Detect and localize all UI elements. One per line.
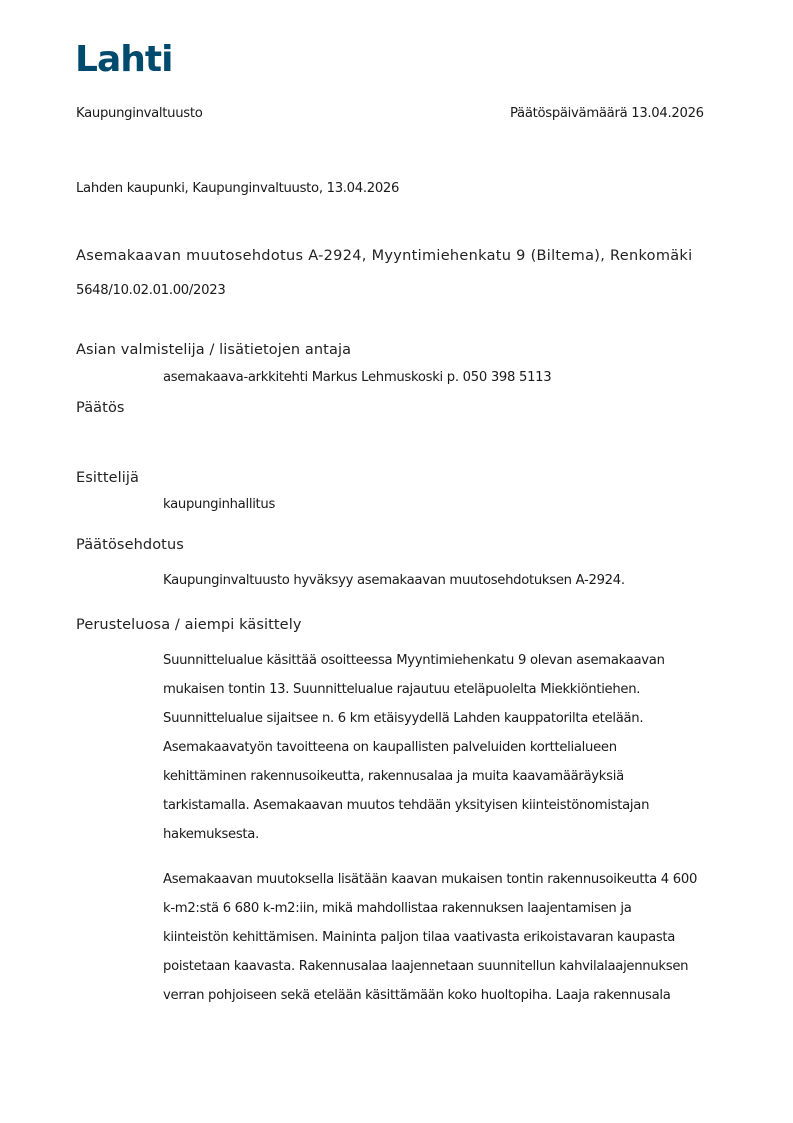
paragraph-line: Suunnittelualue sijaitsee n. 6 km etäisyydellä Lahden kauppatorilta etelään. [163, 711, 644, 726]
paragraph-line: hakemuksesta. [163, 827, 259, 842]
paragraph-line: verran pohjoiseen sekä etelään käsittämään koko huoltopiha. Laaja rakennusala [163, 988, 671, 1003]
diary-number: 5648/10.02.01.00/2023 [76, 283, 226, 298]
proposal-text: Kaupunginvaltuusto hyväksyy asemakaavan muutosehdotuksen A-2924. [163, 573, 625, 588]
presenter-text: kaupunginhallitus [163, 497, 276, 512]
preparer-text: asemakaava-arkkitehti Markus Lehmuskoski p. 050 398 5113 [163, 370, 552, 385]
paragraph-line: Asemakaavan muutoksella lisätään kaavan mukaisen tontin rakennusoikeutta 4 600 [163, 872, 698, 887]
decision-date: Päätöspäivämäärä 13.04.2026 [510, 106, 704, 121]
paragraph-line: Asemakaavatyön tavoitteena on kaupallisten palveluiden korttelialueen [163, 740, 617, 755]
paragraph-line: poistetaan kaavasta. Rakennusalaa laajennetaan suunnitellun kahvilalaajennuksen [163, 959, 689, 974]
body-name: Kaupunginvaltuusto [76, 106, 203, 121]
paragraph-line: kehittäminen rakennusoikeutta, rakennusalaa ja muita kaavamääräyksiä [163, 769, 624, 784]
meeting-line: Lahden kaupunki, Kaupunginvaltuusto, 13.04.2026 [76, 181, 400, 196]
decision-heading: Päätös [76, 400, 125, 416]
lahti-logo: Lahti [75, 39, 173, 80]
paragraph-line: Suunnittelualue käsittää osoitteessa Myyntimiehenkatu 9 olevan asemakaavan [163, 653, 665, 668]
document-title: Asemakaavan muutosehdotus A-2924, Myyntimiehenkatu 9 (Biltema), Renkomäki [76, 248, 693, 264]
paragraph-line: k-m2:stä 6 680 k-m2:iin, mikä mahdollistaa rakennuksen laajentamisen ja [163, 901, 632, 916]
rationale-paragraph-1 [163, 646, 723, 849]
proposal-heading: Päätösehdotus [76, 537, 184, 553]
paragraph-line: tarkistamalla. Asemakaavan muutos tehdään yksityisen kiinteistönomistajan [163, 798, 650, 813]
rationale-heading: Perusteluosa / aiempi käsittely [76, 617, 302, 633]
presenter-heading: Esittelijä [76, 470, 140, 486]
paragraph-line: kiinteistön kehittämisen. Maininta paljon tilaa vaativasta erikoistavaran kaupasta [163, 930, 676, 945]
rationale-paragraph-2 [163, 865, 723, 1010]
paragraph-line: mukaisen tontin 13. Suunnittelualue rajautuu eteläpuolelta Miekkiöntiehen. [163, 682, 641, 697]
preparer-heading: Asian valmistelija / lisätietojen antaja [76, 342, 352, 358]
